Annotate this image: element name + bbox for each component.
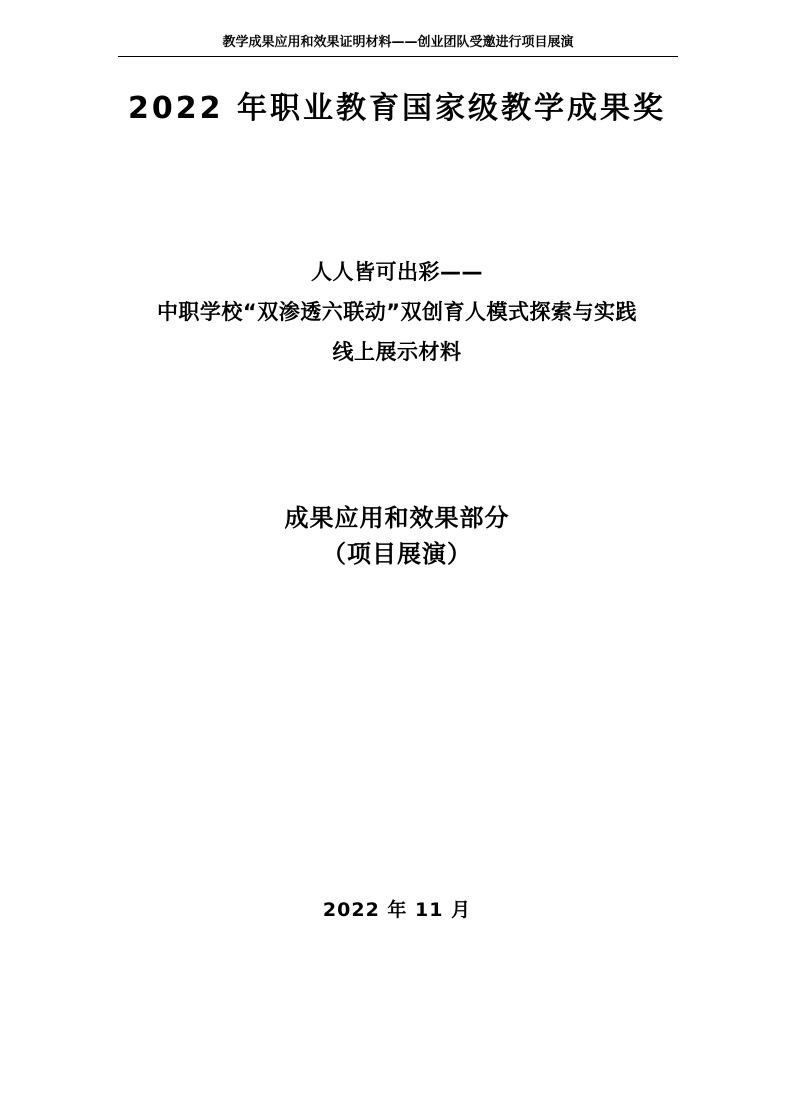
section-group [0,500,794,572]
section-line-1: 成果应用和效果部分 [284,504,510,532]
page-title: 2022 年职业教育国家级教学成果奖 [128,91,666,126]
subtitle-group [0,252,794,372]
page-header [118,34,678,57]
running-head-text: 教学成果应用和效果证明材料——创业团队受邀进行项目展演 [222,35,574,50]
document-date: 2022 年 11 月 [322,899,472,921]
header-divider [118,56,678,57]
subtitle-line-3: 线上展示材料 [332,340,462,364]
section-line-2: （项目展演） [322,540,472,568]
subtitle-line-1: 人人皆可出彩—— [311,260,483,284]
subtitle-line-2: 中职学校“双渗透六联动”双创育人模式探索与实践 [156,300,638,324]
